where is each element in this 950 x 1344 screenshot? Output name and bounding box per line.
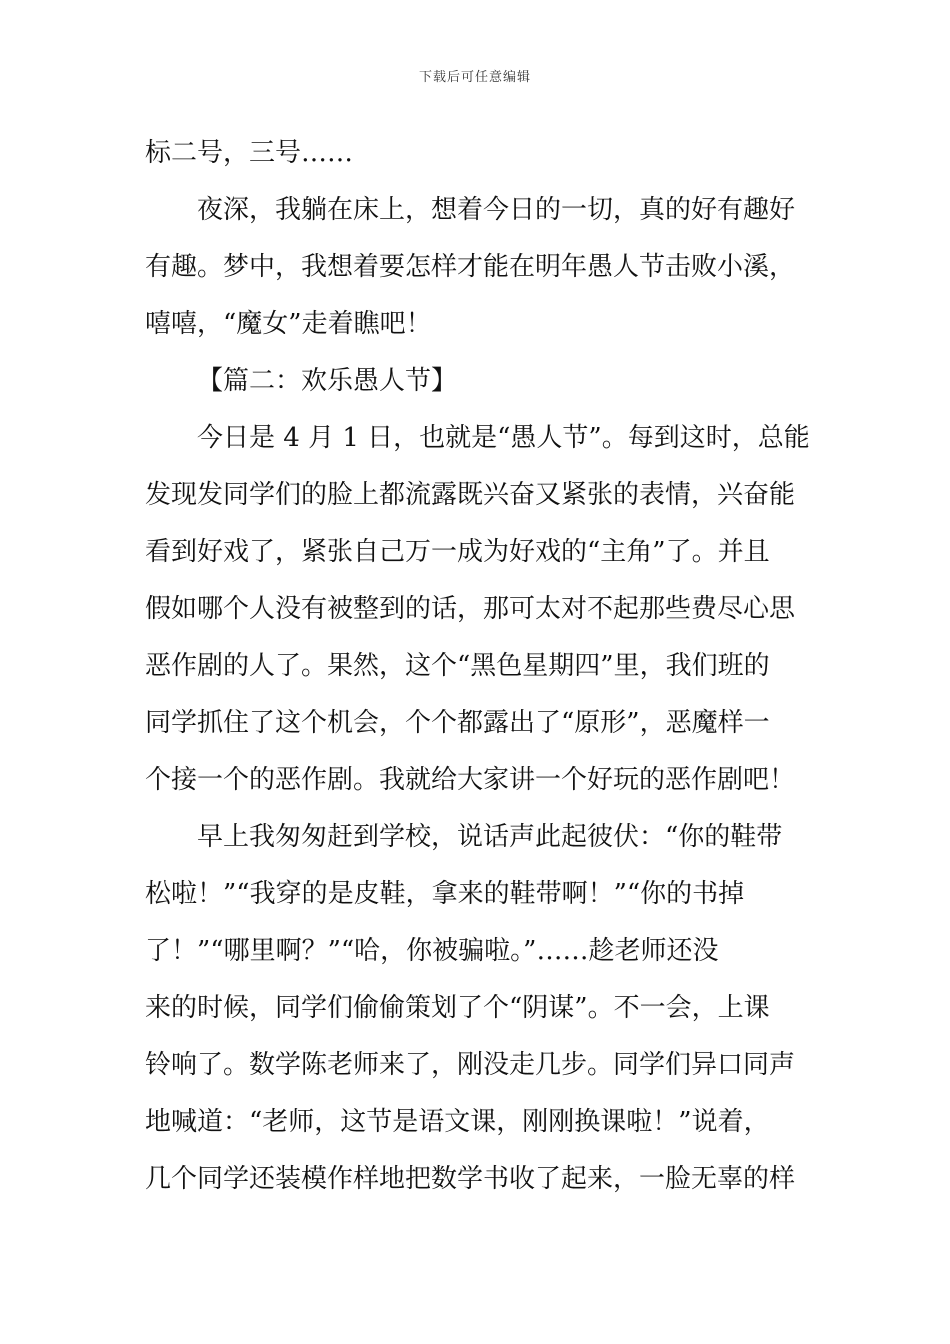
text-line: 松啦！”“我穿的是皮鞋，拿来的鞋带啊！”“你的书掉	[145, 879, 745, 909]
text-line: 标二号，三号……	[145, 138, 354, 168]
text-line: 今日是 4 月 1 日，也就是“愚人节”。每到这时，总能	[197, 423, 810, 453]
text-line: 来的时候，同学们偷偷策划了个“阴谋”。不一会，上课	[145, 993, 770, 1023]
text-line: 铃响了。数学陈老师来了，刚没走几步。同学们异口同声	[145, 1050, 796, 1080]
text-line: 看到好戏了，紧张自己万一成为好戏的“主角”了。并且	[145, 537, 770, 567]
text-line: 了！”“哪里啊？”“哈，你被骗啦。”……趁老师还没	[145, 936, 719, 966]
text-line: 嘻嘻，“魔女”走着瞧吧！	[145, 309, 432, 339]
text-line: 几个同学还装模作样地把数学书收了起来，一脸无辜的样	[145, 1164, 796, 1194]
section-heading: 【篇二：欢乐愚人节】	[197, 366, 458, 396]
text-line: 夜深，我躺在床上，想着今日的一切，真的好有趣好	[197, 195, 796, 225]
text-line: 同学抓住了这个机会，个个都露出了“原形”，恶魔样一	[145, 708, 770, 738]
text-line: 有趣。梦中，我想着要怎样才能在明年愚人节击败小溪，	[145, 252, 796, 282]
page-header: 下载后可任意编辑	[418, 70, 531, 85]
text-line: 地喊道：“老师，这节是语文课，刚刚换课啦！”说着，	[145, 1107, 770, 1137]
text-line: 发现发同学们的脸上都流露既兴奋又紧张的表情，兴奋能	[145, 480, 796, 510]
text-line: 恶作剧的人了。果然，这个“黑色星期四”里，我们班的	[145, 651, 770, 681]
text-line: 早上我匆匆赶到学校，说话声此起彼伏：“你的鞋带	[197, 822, 783, 852]
text-line: 个接一个的恶作剧。我就给大家讲一个好玩的恶作剧吧！	[145, 765, 796, 795]
text-line: 假如哪个人没有被整到的话，那可太对不起那些费尽心思	[145, 594, 796, 624]
